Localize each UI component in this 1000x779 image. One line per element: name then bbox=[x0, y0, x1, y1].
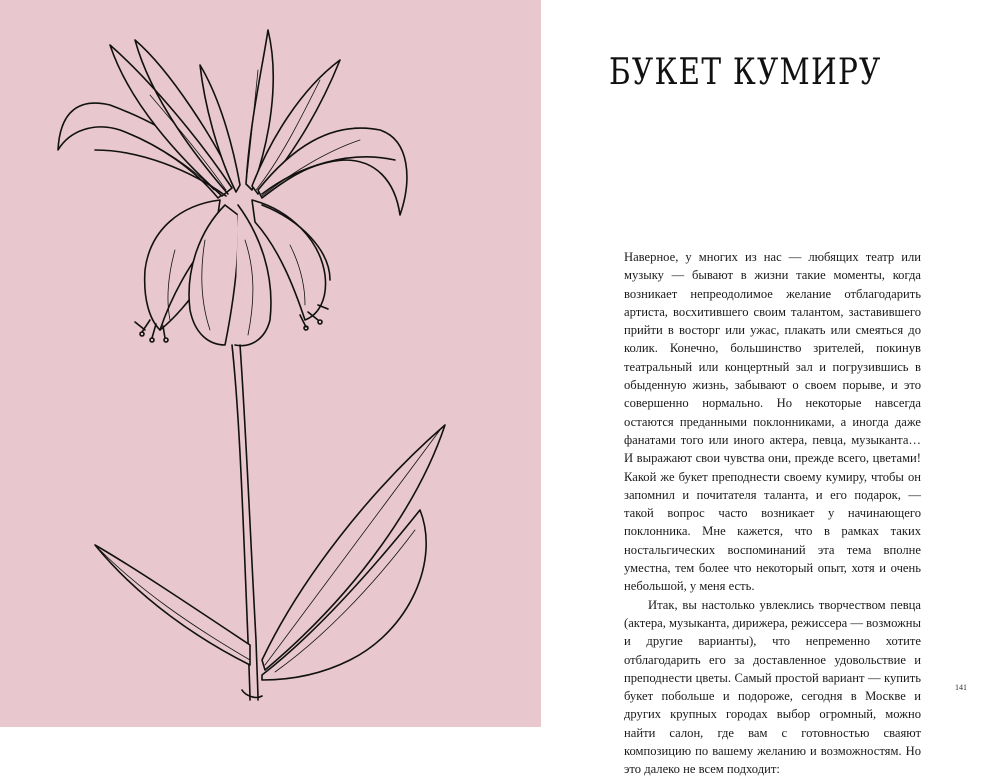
paragraph-1: Наверное, у многих из нас — любящих театр или музыку — бывают в жизни такие моменты, когда возникает непреодолимое желание отблагодарить артиста, восхитившего своим талантом, заставившего прийти в восторг или ужас, плакать или смеяться до колик. Конечно, большинство зрителей, покинув театральный или концертный зал и погрузившись в обыденную жизнь, забывают о своем порыве, и это совершенно нормально. Но некоторые навсегда остаются преданными поклонниками, а иногда даже фанатами того или иного актера, певца, музыканта… И выражают свои чувства они, прежде всего, цветами! Какой же букет преподнести своему кумиру, чтобы он запомнил и почитателя таланта, и его подарок, — такой вопрос часто возникает у начинающего поклонника. Мне кажется, что в рамках таких ностальгических воспоминаний эта тема вполне уместна, тем более что некоторый опыт, хотя и очень небольшой, у меня есть. bbox=[624, 250, 921, 594]
flower-bells bbox=[135, 200, 330, 346]
right-page-text bbox=[541, 0, 1000, 777]
crown-leaves bbox=[58, 30, 407, 215]
page-number: 141 bbox=[955, 683, 967, 692]
body-text bbox=[624, 248, 921, 779]
chapter-title: БУКЕТ КУМИРУ bbox=[609, 52, 882, 93]
lower-leaves bbox=[95, 425, 445, 680]
paragraph-2: Итак, вы настолько увлеклись творчеством певца (актера, музыканта, дирижера, режиссера — возможны и другие варианты), что непременно хотите отблагодарить его за доставленное удовольствие и преподнести цветы. Самый простой вариант — купить букет побольше и подороже, сегодня в Москве и других крупных городах выбор огромный, можно найти салон, где вам с готовностью сваяют композицию по вашему желанию и возможностям. Но это далеко не всем подходит: bbox=[624, 597, 921, 777]
